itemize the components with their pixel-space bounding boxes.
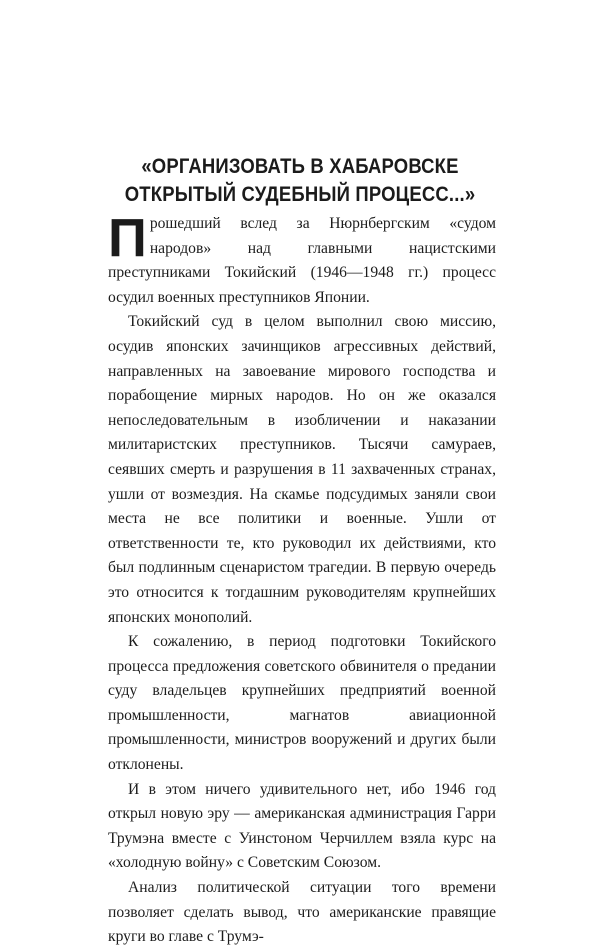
chapter-title-line-1: «ОРГАНИЗОВАТЬ В ХАБАРОВСКЕ [141,154,459,178]
chapter-body [108,208,496,950]
paragraph-1-text: рошедший вслед за Нюрнбергским «судом народов» над главными нацистскими преступниками Токийский (1946—1948 гг.) процесс осудил военных преступников Японии. [108,215,496,306]
chapter-title-line-2: ОТКРЫТЫЙ СУДЕБНЫЙ ПРОЦЕСС...» [124,182,476,206]
paragraph-4: И в этом ничего удивительного нет, ибо 1946 год открыл новую эру — американская администрация Гарри Трумэна вместе с Уинстоном Черчиллем взяла курс на «холодную войну» с Советским Союзом. [108,780,496,872]
drop-cap: П [108,208,147,268]
paragraph-1 [108,208,496,310]
paragraph-5: Анализ политической ситуации того времени позволяет сделать вывод, что американские правящие круги во главе с Трумэ- [108,879,496,946]
paragraph-2: Токийский суд в целом выполнил свою миссию, осудив японских зачинщиков агрессивных действий, направленных на завоевание мирового господства и порабощение мирных народов. Но он же оказался непоследовательным в изобличении и наказании милитаристских преступников. Тысячи самураев, сеявших смерть и разрушения в 11 захваченных странах, ушли от возмездия. На скамье подсудимых заняли свои места не все политики и военные. Ушли от ответственности те, кто руководил их действиями, кто был подлинным сценаристом трагедии. В первую очередь это относится к тогдашним руководителям крупнейших японских монополий. [108,313,496,626]
paragraph-3: К сожалению, в период подготовки Токийского процесса предложения советского обвинителя о предании суду владельцев крупнейших предприятий военной промышленности, магнатов авиационной промышленности, министров вооружений и других были отклонены. [108,633,496,774]
chapter-title [42,152,558,208]
